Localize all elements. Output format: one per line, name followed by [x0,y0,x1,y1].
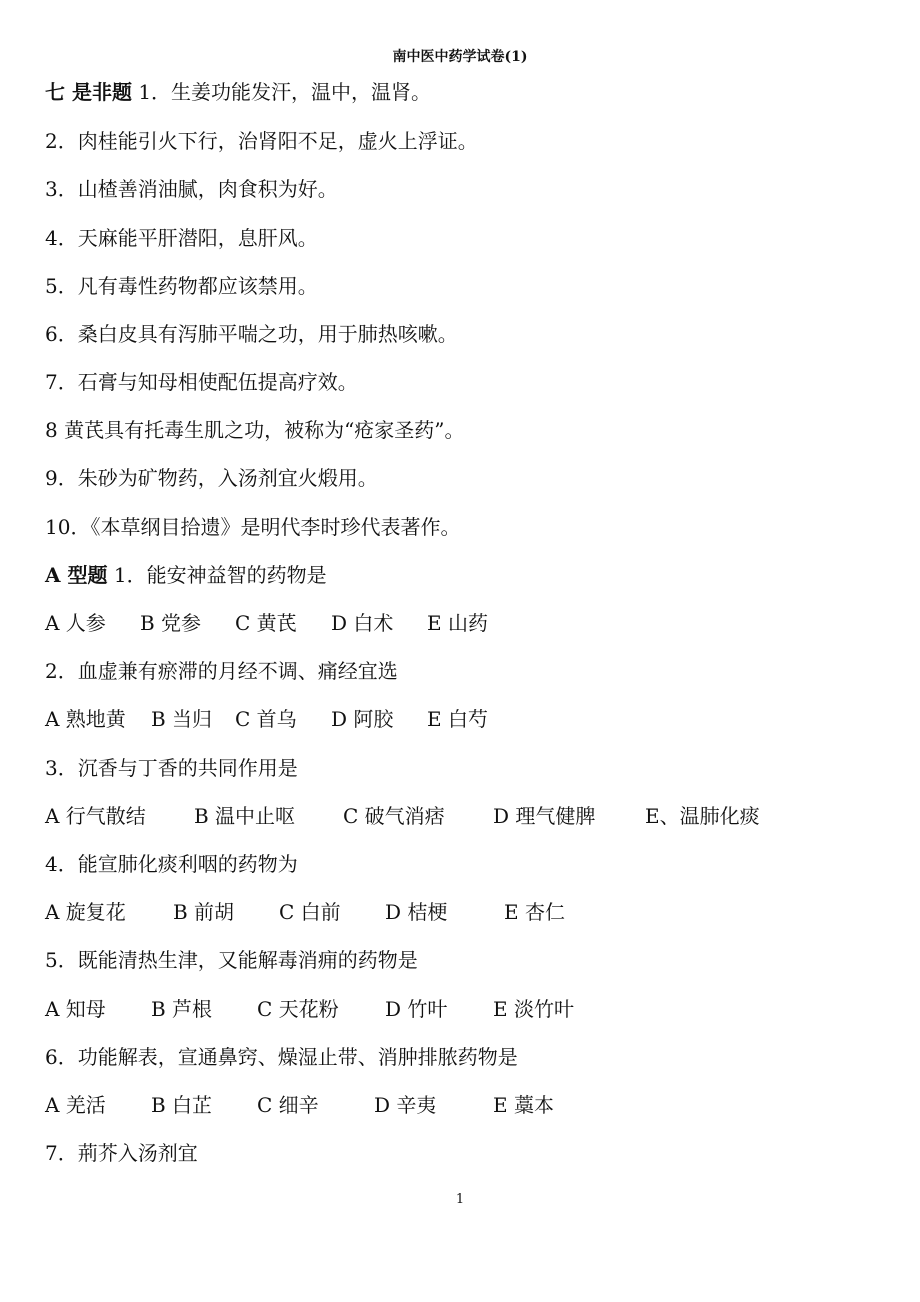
option-b: B 白芷 [151,1093,213,1117]
true-false-item-3: 3．山楂善消油腻，肉食积为好。 [45,177,338,201]
section-heading-a-type: A 型题 [45,563,108,587]
a-type-question-6: 6．功能解表，宣通鼻窍、燥湿止带、消肿排脓药物是 [45,1045,518,1069]
true-false-item-4: 4．天麻能平肝潜阳，息肝风。 [45,226,318,250]
option-c: C 破气消痞 [343,804,445,828]
true-false-item-6: 6．桑白皮具有泻肺平喘之功，用于肺热咳嗽。 [45,322,458,346]
question-text: 1．能安神益智的药物是 [113,563,327,587]
a-type-question-2: 2．血虚兼有瘀滞的月经不调、痛经宜选 [45,659,398,683]
option-b: B 温中止呕 [194,804,296,828]
option-b: B 当归 [151,707,213,731]
statement-text: 1．生姜功能发汗，温中，温肾。 [138,80,432,104]
a-type-question-7: 7．荊芥入汤剂宜 [45,1141,198,1165]
option-a: A 知母 [45,997,106,1021]
option-e: E 藁本 [493,1093,554,1117]
option-e: E 杏仁 [504,900,565,924]
option-d: D 理气健脾 [493,804,596,828]
option-a: A 人参 [45,611,106,635]
a-type-question-5: 5．既能清热生津，又能解毒消痈的药物是 [45,948,418,972]
option-a: A 旋复花 [45,900,126,924]
true-false-item-8: 8 黄芪具有托毒生肌之功，被称为“疮家圣药”。 [45,418,465,442]
option-c: C 天花粉 [257,997,339,1021]
option-d: D 白术 [331,611,394,635]
option-e: E 淡竹叶 [493,997,574,1021]
true-false-item-7: 7．石膏与知母相使配伍提高疗效。 [45,370,358,394]
true-false-item-1 [45,82,431,102]
option-b: B 前胡 [173,900,235,924]
section-heading-true-false: 七 是非题 [45,80,132,104]
option-c: C 白前 [279,900,341,924]
option-e: E、温肺化痰 [645,804,760,828]
option-c: C 黄芪 [235,611,297,635]
option-d: D 桔梗 [385,900,448,924]
option-b: B 芦根 [151,997,213,1021]
a-type-question-1 [45,565,327,585]
true-false-item-2: 2．肉桂能引火下行，治肾阳不足，虚火上浮证。 [45,129,478,153]
option-e: E 山药 [427,611,488,635]
a-type-question-4: 4．能宣肺化痰利咽的药物为 [45,852,298,876]
option-d: D 竹叶 [385,997,448,1021]
option-e: E 白芍 [427,707,488,731]
option-a: A 熟地黄 [45,707,126,731]
page-title: 南中医中药学试卷(1) [392,49,528,65]
option-c: C 细辛 [257,1093,319,1117]
a-type-question-3: 3．沉香与丁香的共同作用是 [45,756,298,780]
option-d: D 辛夷 [374,1093,437,1117]
option-a: A 羌活 [45,1093,106,1117]
option-b: B 党参 [140,611,202,635]
true-false-item-5: 5．凡有毒性药物都应该禁用。 [45,274,318,298]
option-d: D 阿胶 [331,707,394,731]
option-c: C 首乌 [235,707,297,731]
true-false-item-9: 9．朱砂为矿物药，入汤剂宜火煅用。 [45,466,378,490]
page-number: 1 [455,1192,465,1207]
true-false-item-10: 10．《本草纲目拾遗》是明代李时珍代表著作。 [45,515,461,539]
option-a: A 行气散结 [45,804,146,828]
